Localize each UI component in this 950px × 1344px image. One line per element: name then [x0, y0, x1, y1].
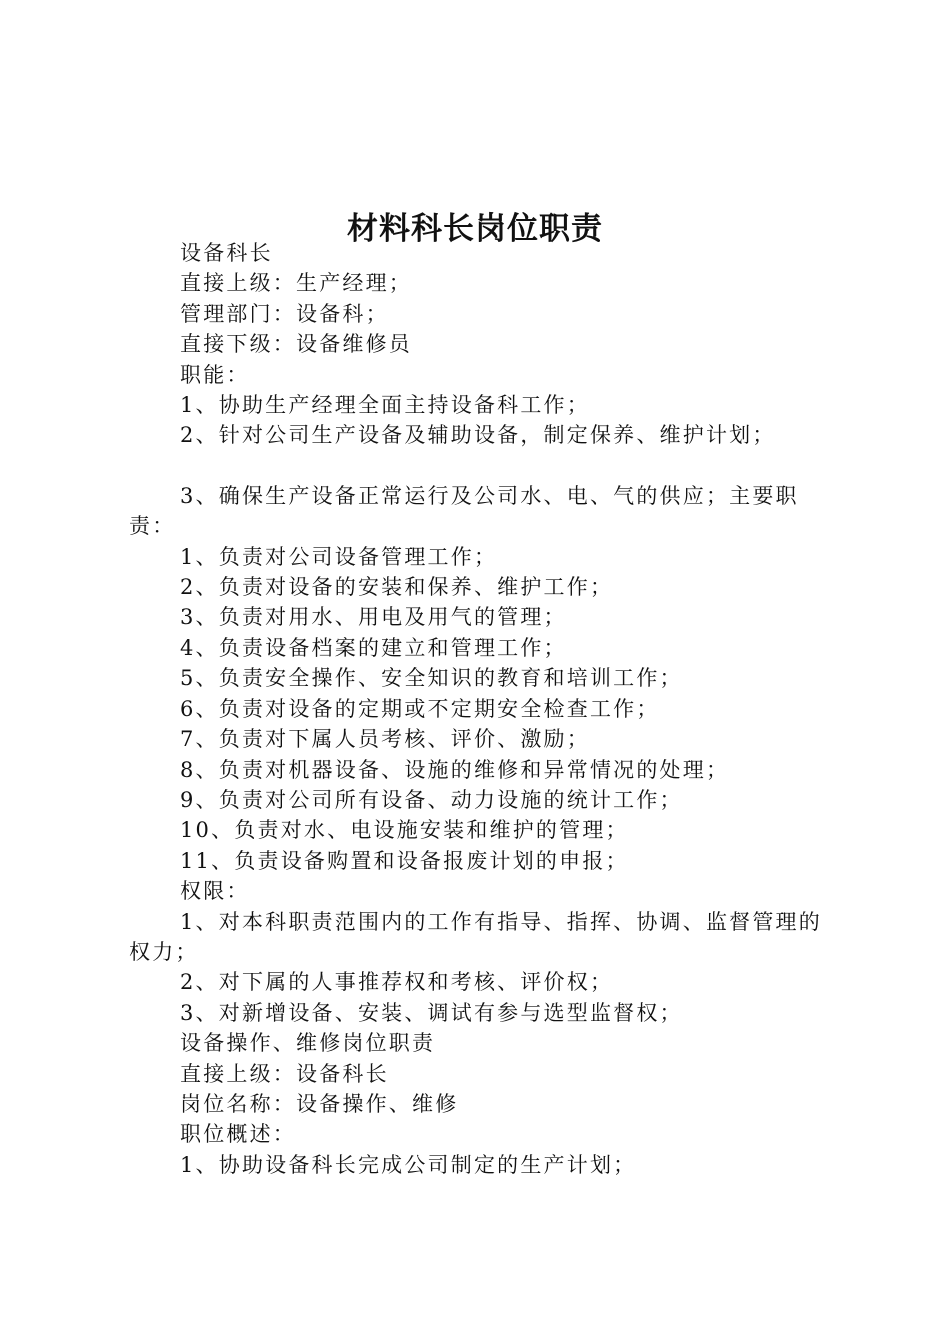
duty-item: 7、负责对下属人员考核、评价、激励；	[180, 727, 590, 752]
function-item: 2、针对公司生产设备及辅助设备，制定保养、维护计划；	[180, 423, 776, 448]
management-dept-line: 管理部门：设备科；	[180, 301, 389, 326]
authority-item: 3、对新增设备、安装、调试有参与选型监督权；	[180, 1000, 683, 1025]
function-item: 1、协助生产经理全面主持设备科工作；	[180, 393, 590, 418]
duty-item: 10、负责对水、电设施安装和维护的管理；	[180, 818, 629, 843]
duty-item: 5、负责安全操作、安全知识的教育和培训工作；	[180, 666, 683, 691]
paragraph-gap	[129, 451, 834, 481]
direct-superior-line: 直接上级：设备科长	[180, 1061, 389, 1086]
section-heading-operation-maintenance: 设备操作、维修岗位职责	[180, 1031, 436, 1056]
direct-superior-line: 直接上级：生产经理；	[180, 271, 412, 296]
direct-subordinate-line: 直接下级：设备维修员	[180, 332, 412, 357]
duty-item: 9、负责对公司所有设备、动力设施的统计工作；	[180, 787, 683, 812]
document-title: 材料科长岗位职责	[347, 210, 603, 247]
duty-item: 1、负责对公司设备管理工作；	[180, 544, 498, 569]
function-item: 3、确保生产设备正常运行及公司水、电、气的供应；主要职责：	[129, 483, 799, 539]
duty-item: 8、负责对机器设备、设施的维修和异常情况的处理；	[180, 757, 730, 782]
authority-item: 1、对本科职责范围内的工作有指导、指挥、协调、监督管理的权力；	[129, 909, 822, 964]
position-overview-heading: 职位概述：	[180, 1122, 296, 1147]
position-name-line: 岗位名称：设备操作、维修	[180, 1091, 459, 1116]
functions-heading: 职能：	[180, 362, 250, 387]
duty-item: 2、负责对设备的安装和保养、维护工作；	[180, 575, 614, 600]
duty-item: 6、负责对设备的定期或不定期安全检查工作；	[180, 696, 660, 721]
authority-item: 2、对下属的人事推荐权和考核、评价权；	[180, 970, 614, 995]
section-heading-equipment-chief: 设备科长	[180, 241, 273, 265]
overview-item: 1、协助设备科长完成公司制定的生产计划；	[180, 1152, 637, 1177]
document-body	[129, 238, 834, 1180]
authority-heading: 权限：	[180, 879, 250, 904]
duty-item: 11、负责设备购置和设备报废计划的申报；	[180, 848, 629, 873]
duty-item: 3、负责对用水、用电及用气的管理；	[180, 605, 567, 630]
duty-item: 4、负责设备档案的建立和管理工作；	[180, 635, 567, 660]
